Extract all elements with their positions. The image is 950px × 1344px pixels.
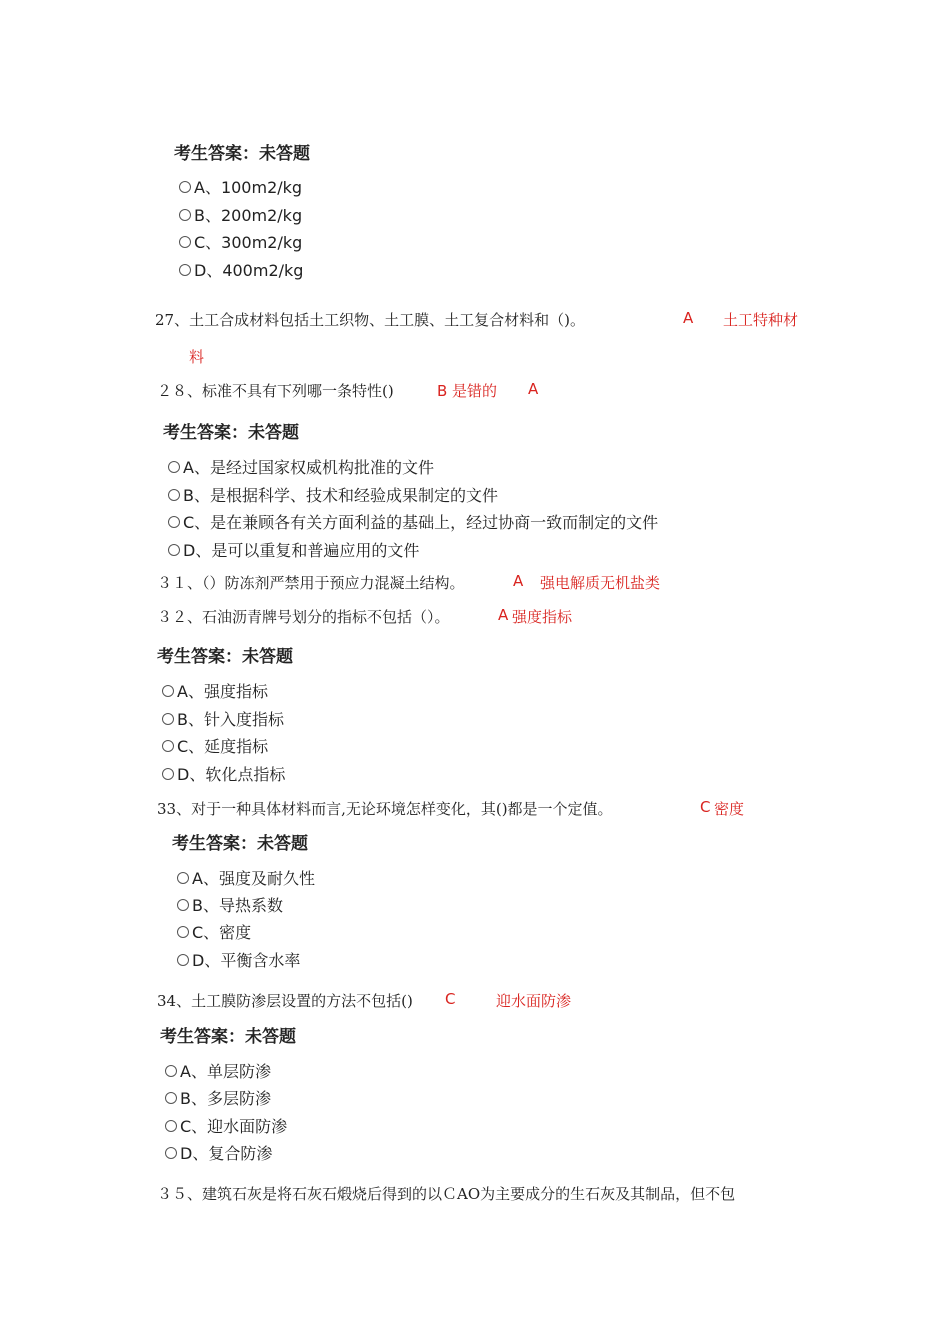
- radio-icon[interactable]: [168, 461, 180, 473]
- radio-icon[interactable]: [179, 181, 191, 193]
- answer-text-27: 土工特种材: [723, 311, 799, 329]
- radio-icon[interactable]: [177, 899, 189, 911]
- option-a[interactable]: A、强度及耐久性: [177, 866, 315, 889]
- question-28: ２８、标准不具有下列哪一条特性(): [157, 382, 394, 400]
- answer-status-title: 考生答案：未答题: [172, 834, 308, 854]
- question-35: ３５、建筑石灰是将石灰石煅烧后得到的以ＣAO为主要成分的生石灰及其制品，但不包: [157, 1185, 736, 1203]
- radio-icon[interactable]: [177, 926, 189, 938]
- radio-icon[interactable]: [168, 489, 180, 501]
- answer-text-34: 迎水面防渗: [496, 992, 572, 1010]
- answer-letter-27: A: [683, 309, 694, 327]
- option-c[interactable]: C、300m2/kg: [179, 230, 302, 253]
- radio-icon[interactable]: [168, 516, 180, 528]
- option-b[interactable]: B、多层防渗: [165, 1086, 271, 1109]
- answer-letter-28: A: [528, 380, 539, 398]
- radio-icon[interactable]: [162, 768, 174, 780]
- question-34: 34、土工膜防渗层设置的方法不包括(): [157, 992, 413, 1010]
- answer-letter-31: A: [513, 572, 524, 590]
- option-a[interactable]: A、100m2/kg: [179, 175, 302, 198]
- radio-icon[interactable]: [162, 713, 174, 725]
- radio-icon[interactable]: [162, 685, 174, 697]
- option-d[interactable]: D、是可以重复和普遍应用的文件: [168, 538, 419, 561]
- answer-text-33: 密度: [714, 800, 745, 818]
- option-d[interactable]: D、软化点指标: [162, 762, 285, 785]
- answer-text-31: 强电解质无机盐类: [540, 574, 661, 592]
- answer-text-27-cont: 料: [189, 348, 205, 366]
- radio-icon[interactable]: [165, 1092, 177, 1104]
- question-33: 33、对于一种具体材料而言,无论环境怎样变化，其()都是一个定值。: [157, 800, 613, 818]
- question-27: 27、土工合成材料包括土工织物、土工膜、土工复合材料和（)。: [155, 311, 585, 329]
- option-c[interactable]: C、是在兼顾各有关方面利益的基础上，经过协商一致而制定的文件: [168, 510, 658, 533]
- option-c[interactable]: C、密度: [177, 920, 251, 943]
- answer-status-title: 考生答案：未答题: [160, 1027, 296, 1047]
- question-32: ３２、石油沥青牌号划分的指标不包括（）。: [157, 608, 450, 626]
- option-c[interactable]: C、延度指标: [162, 734, 268, 757]
- radio-icon[interactable]: [165, 1147, 177, 1159]
- answer-note-28: B 是错的: [437, 382, 498, 400]
- radio-icon[interactable]: [162, 740, 174, 752]
- option-a[interactable]: A、单层防渗: [165, 1059, 271, 1082]
- radio-icon[interactable]: [179, 264, 191, 276]
- option-b[interactable]: B、导热系数: [177, 893, 283, 916]
- radio-icon[interactable]: [177, 954, 189, 966]
- option-d[interactable]: D、复合防渗: [165, 1141, 272, 1164]
- answer-letter-34: C: [445, 990, 456, 1008]
- option-d[interactable]: D、平衡含水率: [177, 948, 300, 971]
- answer-status-title: 考生答案：未答题: [163, 423, 299, 443]
- answer-letter-32: A: [498, 606, 509, 624]
- option-c[interactable]: C、迎水面防渗: [165, 1114, 287, 1137]
- option-d[interactable]: D、400m2/kg: [179, 258, 303, 281]
- answer-letter-33: C: [700, 798, 711, 816]
- option-b[interactable]: B、是根据科学、技术和经验成果制定的文件: [168, 483, 498, 506]
- answer-status-title: 考生答案：未答题: [157, 647, 293, 667]
- option-b[interactable]: B、200m2/kg: [179, 203, 302, 226]
- option-a[interactable]: A、是经过国家权威机构批准的文件: [168, 455, 434, 478]
- option-a[interactable]: A、强度指标: [162, 679, 268, 702]
- radio-icon[interactable]: [165, 1120, 177, 1132]
- option-b[interactable]: B、针入度指标: [162, 707, 284, 730]
- radio-icon[interactable]: [165, 1065, 177, 1077]
- question-31: ３１、（）防冻剂严禁用于预应力混凝土结构。: [157, 574, 465, 592]
- answer-text-32: 强度指标: [512, 608, 573, 626]
- radio-icon[interactable]: [179, 209, 191, 221]
- radio-icon[interactable]: [179, 236, 191, 248]
- radio-icon[interactable]: [168, 544, 180, 556]
- answer-status-title: 考生答案：未答题: [174, 144, 310, 164]
- radio-icon[interactable]: [177, 872, 189, 884]
